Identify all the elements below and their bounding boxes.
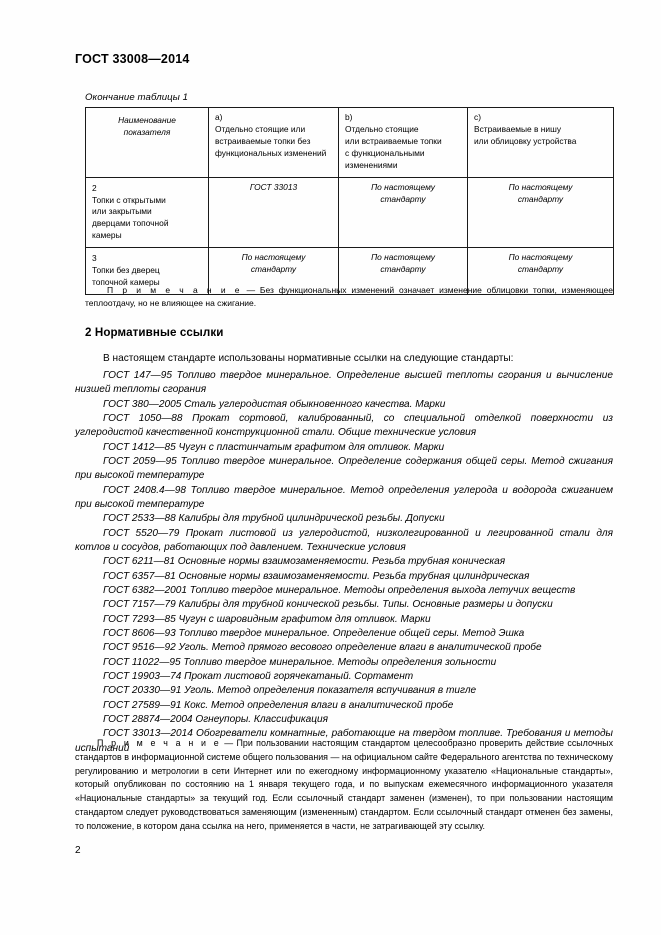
page-number: 2 [75, 845, 81, 856]
header-b-line1: b) [345, 112, 353, 122]
header-cell-a [209, 108, 339, 178]
table-note-dash: — [246, 285, 256, 295]
list-item: ГОСТ 27589—91 Кокс. Метод определения влаги в аналитической пробе [103, 699, 454, 711]
header-c-line1: c) [474, 112, 481, 122]
header-cell-c [468, 108, 614, 178]
section-note-lead: П р и м е ч а н и е [97, 738, 221, 748]
table-row [86, 177, 614, 248]
list-item: ГОСТ 6357—81 Основные нормы взаимозаменяемости. Резьба трубная цилиндрическая [103, 570, 530, 582]
row-value-b-line1: По настоящему [371, 252, 435, 263]
list-item: ГОСТ 19903—74 Прокат листовой горячекатаный. Сортамент [103, 670, 414, 682]
list-item: ГОСТ 20330—91 Уголь. Метод определения показателя вспучивания в тигле [103, 685, 477, 697]
header-b-line2: Отдельно стоящие [345, 123, 419, 134]
row-value-b [339, 177, 468, 248]
table-caption: Окончание таблицы 1 [85, 92, 189, 103]
header-b-line4: с функциональными [345, 147, 425, 158]
row-value-c [468, 177, 614, 248]
spec-table-wrapper [85, 107, 613, 295]
row-name-cell [86, 177, 209, 248]
list-item: ГОСТ 2408.4—98 Топливо твердое минеральное. Метод определения углерода и водорода сжиганием при высокой температуре [75, 484, 613, 510]
header-a-line1: a) [215, 112, 223, 122]
table-header-row [86, 108, 614, 178]
header-a-line3: встраиваемые топки без [215, 135, 311, 146]
table-note-text: Без функциональных изменений означает изменение облицовки топки, изменяющее теплоотдачу, но не влияющее на сжигание. [85, 285, 613, 308]
list-item: ГОСТ 9516—92 Уголь. Метод прямого весового определение влаги в аналитической пробе [103, 642, 542, 654]
row-name-line3: дверцами топочной [92, 218, 169, 229]
section-note [75, 737, 613, 834]
list-item: ГОСТ 11022—95 Топливо твердое минеральное. Методы определения зольности [103, 656, 497, 668]
row-number: 3 [92, 253, 97, 264]
section-intro: В настоящем стандарте использованы нормативные ссылки на следующие стандарты: [103, 353, 514, 364]
row-value-a-line2: стандарту [250, 264, 297, 275]
list-item: ГОСТ 7157—79 Калибры для трубной конической резьбы. Типы. Основные размеры и допуски [103, 599, 553, 611]
list-item: ГОСТ 1050—88 Прокат сортовой, калиброванный, со специальной отделкой поверхности из углеродистой качественной конструкционной стали. Общие технические условия [75, 412, 613, 439]
row-value-c-line2: стандарту [517, 193, 564, 204]
header-cell-name [86, 108, 209, 178]
table-note-lead: П р и м е ч а н и е [107, 285, 242, 295]
row-number: 2 [92, 182, 97, 193]
spec-table [85, 107, 614, 295]
row-value-c-line1: По настоящему [508, 181, 573, 192]
list-item: ГОСТ 2059—95 Топливо твердое минеральное. Определение содержания общей серы. Метод сжигания при высокой температуре [75, 455, 613, 482]
row-value-b-line2: стандарту [380, 193, 426, 204]
row-name-line1: Топки без дверец [92, 265, 160, 276]
list-item: ГОСТ 380—2005 Сталь углеродистая обыкновенного качества. Марки [103, 398, 446, 410]
row-name-line2: топочной камеры [92, 277, 160, 288]
list-item: ГОСТ 6211—81 Основные нормы взаимозаменяемости. Резьба трубная коническая [103, 556, 506, 568]
section-note-dash: — [224, 738, 234, 748]
list-item: ГОСТ 33013—2014 Обогреватели комнатные, работающие на твердом топливе. Требования и методы испытаний [75, 728, 613, 754]
header-a-line2: Отдельно стоящие или [215, 123, 306, 134]
row-value-a-line1: ГОСТ 33013 [249, 181, 298, 192]
list-item: ГОСТ 7293—85 Чугун с шаровидным графитом для отливок. Марки [103, 613, 431, 625]
list-item: ГОСТ 2533—88 Калибры для трубной цилиндрической резьбы. Допуски [103, 513, 445, 525]
section-heading: 2 Нормативные ссылки [85, 326, 224, 339]
list-item: ГОСТ 28874—2004 Огнеупоры. Классификация [103, 713, 329, 725]
list-item: ГОСТ 8606—93 Топливо твердое минеральное. Определение общей серы. Метод Эшка [103, 627, 525, 639]
reference-list [75, 369, 613, 756]
row-name-line1: Топки с открытыми [92, 194, 166, 205]
row-name-line2: или закрытыми [92, 206, 152, 217]
header-c-line2: Встраиваемые в нишу [474, 123, 562, 134]
row-value-c-line1: По настоящему [508, 252, 573, 263]
header-c-line3: или облицовку устройства [474, 135, 577, 146]
running-head: ГОСТ 33008—2014 [75, 52, 190, 66]
row-value-c-line2: стандарту [517, 264, 564, 275]
list-item: ГОСТ 147—95 Топливо твердое минеральное. Определение высшей теплоты сгорания и вычисление низшей теплоты сгорания [75, 370, 613, 396]
list-item: ГОСТ 6382—2001 Топливо твердое минеральное. Методы определения выхода летучих веществ [103, 584, 576, 596]
header-name-line2: показателя [123, 126, 171, 137]
row-name-line4: камеры [92, 230, 122, 241]
list-item: ГОСТ 5520—79 Прокат листовой из углеродистой, низколегированной и легированной стали для котлов и сосудов, работающих под давлением. Технические условия [75, 527, 613, 553]
table-note [85, 284, 613, 310]
row-value-a-line1: По настоящему [241, 252, 306, 263]
header-name-line1: Наименование [118, 115, 176, 125]
row-value-b-line2: стандарту [380, 264, 426, 275]
header-b-line5: изменениями [345, 159, 398, 170]
header-a-line4: функциональных изменений [215, 147, 327, 158]
list-item: ГОСТ 1412—85 Чугун с пластинчатым графитом для отливок. Марки [103, 441, 445, 453]
row-value-b-line1: По настоящему [371, 181, 435, 192]
row-value-a [209, 177, 339, 248]
section-note-text: При пользовании настоящим стандартом целесообразно проверить действие ссылочных стандартов в информационной системе общего пользования — на официальном сайте Федерального агентства по техническому регулированию и метрологии в сети Интернет или по ежегодному информационному указателю «Национальные стандарты», который опубликован по состоянию на 1 января текущего года, и по выпускам ежемесячного информационного указателя «Национальные стандарты» за текущий год. Если ссылочный стандарт заменен (изменен), то при пользовании настоящим стандартом следует руководствоваться заменяющим (измененным) стандартом. Если ссылочный стандарт отменен без замены, то положение, в котором дана ссылка на него, применяется в части, не затрагивающей эту ссылку. [75, 738, 614, 831]
header-b-line3: или встраиваемые топки [345, 135, 442, 146]
header-cell-b [339, 108, 468, 178]
